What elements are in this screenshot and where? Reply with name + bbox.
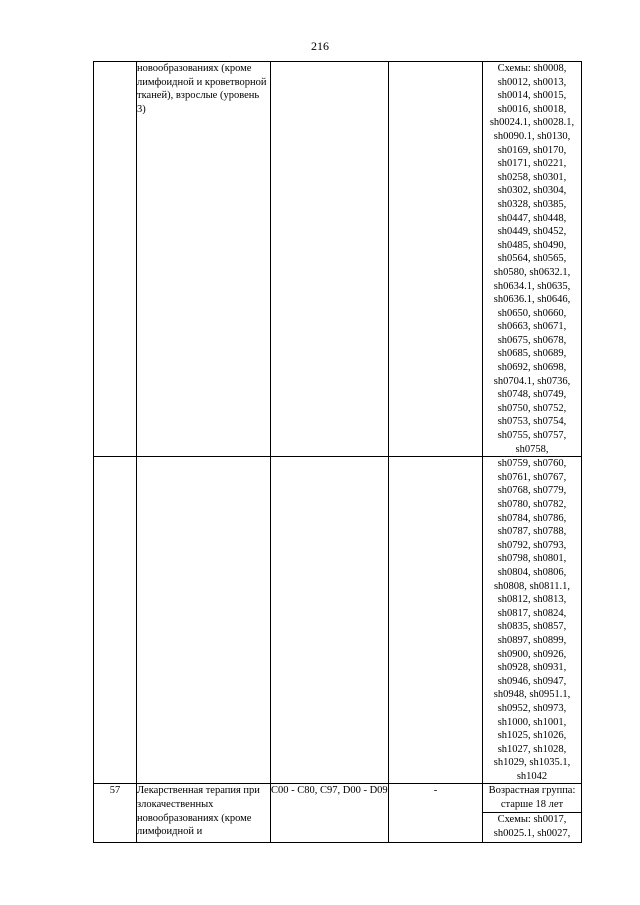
cell-line: sh1029, sh1035.1, <box>493 757 571 769</box>
schemes-cell <box>483 813 582 843</box>
cell-line: sh1027, sh1028, <box>497 743 567 755</box>
table-row <box>94 457 582 784</box>
cell-line: sh0759, sh0760, <box>497 458 567 470</box>
cell-line: sh0768, sh0779, <box>497 485 567 497</box>
cell-line: sh0171, sh0221, <box>497 158 567 170</box>
page-number: 216 <box>311 39 329 53</box>
row-number-cell: 57 <box>94 784 137 843</box>
cell-line: sh0564, sh0565, <box>497 253 567 265</box>
cell-line: sh0928, sh0931, <box>497 662 567 674</box>
cell-line: sh0258, sh0301, <box>497 171 567 183</box>
group-name-cell <box>137 457 271 784</box>
cell-line: sh0835, sh0857, <box>497 621 567 633</box>
cell-line: sh0804, sh0806, <box>497 566 567 578</box>
cell-line: sh0808, sh0811.1, <box>493 580 571 592</box>
cell-line: sh0169, sh0170, <box>497 144 567 156</box>
cell-line: sh0580, sh0632.1, <box>493 266 571 278</box>
cell-line: sh0675, sh0678, <box>497 334 567 346</box>
cell-line: sh0900, sh0926, <box>497 648 567 660</box>
cell-line: sh0024.1, sh0028.1, <box>489 117 575 129</box>
group-name-cell: новообразованиях (кроме лимфоидной и кроветворной тканей), взрослые (уровень 3) <box>137 62 271 457</box>
cell-line: sh0650, sh0660, <box>497 307 567 319</box>
cell-line: sh0328, sh0385, <box>497 198 567 210</box>
cell-line: sh0897, sh0899, <box>497 634 567 646</box>
cell-line: sh0946, sh0947, <box>497 675 567 687</box>
cell-line: sh0753, sh0754, <box>497 416 567 428</box>
cell-line: sh0750, sh0752, <box>497 402 567 414</box>
cell-line: sh1000, sh1001, <box>497 716 567 728</box>
cell-line: sh0634.1, sh0635, <box>493 280 571 292</box>
cell-line: sh0812, sh0813, <box>497 594 567 606</box>
cell-line: sh0692, sh0698, <box>497 362 567 374</box>
cell-line: sh0761, sh0767, <box>497 471 567 483</box>
cell-line: старше 18 лет <box>500 799 564 811</box>
cell-line: sh0787, sh0788, <box>497 526 567 538</box>
cell-line: sh0636.1, sh0646, <box>493 294 571 306</box>
row-number-cell <box>94 62 137 457</box>
diagnosis-codes-cell <box>271 457 389 784</box>
cell-line: sh0758, <box>515 443 549 455</box>
group-name-cell: Лекарственная терапия при злокачественных новообразованиях (кроме лимфоидной и <box>137 784 271 843</box>
cell-line: sh0012, sh0013, <box>497 76 567 88</box>
cell-line: Схемы: sh0008, <box>497 63 567 74</box>
cell-line: sh0784, sh0786, <box>497 512 567 524</box>
age-group-cell <box>483 784 582 813</box>
cell-line: sh0685, sh0689, <box>497 348 567 360</box>
schemes-cell <box>483 62 582 457</box>
drug-therapy-table <box>93 61 582 843</box>
cell-line: Возрастная группа: <box>488 785 576 797</box>
cell-line: sh0485, sh0490, <box>497 239 567 251</box>
cell-line: sh0016, sh0018, <box>497 103 567 115</box>
cell-line: sh0663, sh0671, <box>497 321 567 333</box>
cell-line: sh0748, sh0749, <box>497 389 567 401</box>
schemes-cell <box>483 457 582 784</box>
row-number-cell <box>94 457 137 784</box>
cell-line: sh0025.1, sh0027, <box>493 828 571 840</box>
cell-line: sh0780, sh0782, <box>497 499 567 510</box>
cell-line: Схемы: sh0017, <box>497 814 567 826</box>
table-row <box>94 62 582 457</box>
cell-line: sh0798, sh0801, <box>497 553 567 565</box>
cell-line: sh0302, sh0304, <box>497 185 567 197</box>
cell-line: sh0014, sh0015, <box>497 90 567 102</box>
diagnosis-codes-cell <box>271 62 389 457</box>
diagnosis-codes-cell: C00 - C80, C97, D00 - D09 <box>271 784 389 843</box>
cell-line: sh0704.1, sh0736, <box>493 375 571 387</box>
cell-line: sh1025, sh1026, <box>497 730 567 742</box>
cell-line: sh0449, sh0452, <box>497 226 567 238</box>
extra-criteria-cell <box>389 457 483 784</box>
extra-criteria-cell <box>389 62 483 457</box>
extra-criteria-cell: - <box>389 784 483 843</box>
cell-line: sh0090.1, sh0130, <box>493 130 571 142</box>
table-row <box>94 784 582 813</box>
cell-line: sh0792, sh0793, <box>497 539 567 551</box>
cell-line: sh0817, sh0824, <box>497 607 567 619</box>
cell-line: sh0755, sh0757, <box>497 430 567 442</box>
cell-line: sh0952, sh0973, <box>497 702 567 714</box>
cell-line: sh1042 <box>516 770 548 782</box>
cell-line: sh0948, sh0951.1, <box>493 689 571 701</box>
cell-line: sh0447, sh0448, <box>497 212 567 224</box>
